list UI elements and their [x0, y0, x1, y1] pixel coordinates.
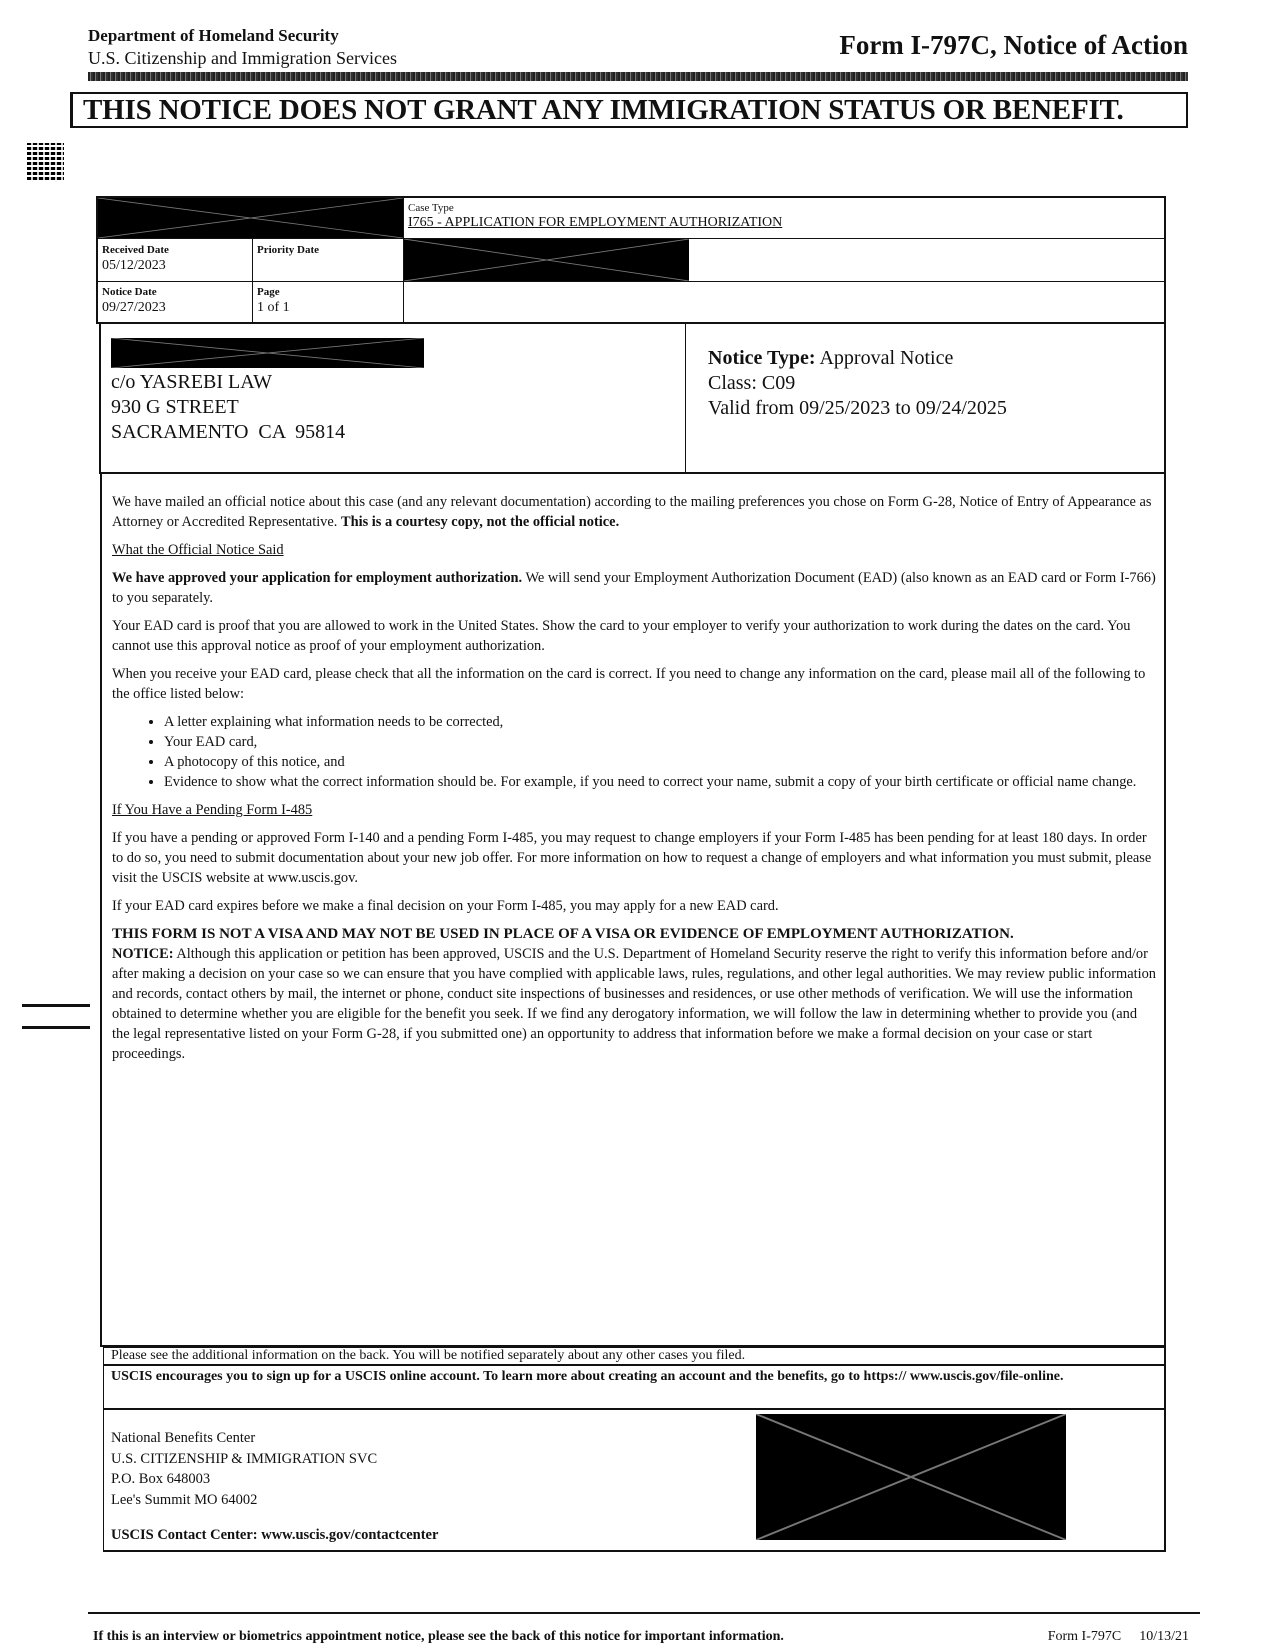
- address-line: 930 G STREET: [111, 396, 239, 418]
- approval-bold-text: We have approved your application for employment authorization.: [112, 570, 523, 586]
- intro-paragraph: [112, 492, 1156, 532]
- status-banner: THIS NOTICE DOES NOT GRANT ANY IMMIGRATION STATUS OR BENEFIT.: [70, 92, 1188, 128]
- proof-paragraph: Your EAD card is proof that you are allowed to work in the United States. Show the card to your employer to verify your authorization to work during the dates on the card. You cannot use this approval notice as proof of your employment authorization.: [112, 618, 1131, 654]
- intro-text: We have mailed an official notice about this case (and any relevant documentation) according to the mailing preferences you chose on Form G-28, Notice of Entry of Appearance as Attorney or Accredited Representative.: [112, 494, 1152, 530]
- margin-mark: [22, 1004, 90, 1007]
- form-title: Form I-797C, Notice of Action: [839, 30, 1188, 60]
- address-section: [99, 322, 1166, 474]
- priority-date-cell: [253, 239, 404, 281]
- address-line: c/o YASREBI LAW: [111, 371, 272, 393]
- header-divider: [88, 72, 1188, 81]
- notice-date-cell: [98, 282, 253, 322]
- office-line: National Benefits Center: [111, 1430, 256, 1446]
- validity-period: Valid from 09/25/2023 to 09/24/2025: [708, 397, 1007, 419]
- office-section: [103, 1410, 1166, 1552]
- mailing-address: [101, 322, 686, 472]
- online-account-note: USCIS encourages you to sign up for a USCIS online account. To learn more about creating an account and the benefits, go to https:// www.uscis.gov/file-online.: [103, 1366, 1166, 1410]
- redacted-barcode: [756, 1414, 1066, 1540]
- notice-class: Class: C09: [708, 372, 796, 394]
- section-heading-pending-i485: If You Have a Pending Form I-485: [112, 802, 313, 818]
- department-name: Department of Homeland Security: [88, 26, 339, 45]
- margin-mark: [22, 1026, 90, 1029]
- page-cell: [253, 282, 404, 322]
- approval-paragraph: [112, 568, 1156, 608]
- notice-label: NOTICE:: [112, 946, 174, 962]
- required-items-list: [112, 712, 1156, 792]
- pending-paragraph: If you have a pending or approved Form I-140 and a pending Form I-485, you may request to change employers if your Form I-485 has been pending for at least 180 days. In order to do so, you need to submit documentation about your new job offer. For more information on how to request a change of employers and what information you must submit, please visit the USCIS website at www.uscis.gov.: [112, 830, 1152, 886]
- section-heading-official-notice: What the Official Notice Said: [112, 542, 284, 558]
- expires-paragraph: If your EAD card expires before we make a final decision on your Form I-485, you may apply for a new EAD card.: [112, 898, 779, 914]
- office-line: U.S. CITIZENSHIP & IMMIGRATION SVC: [111, 1450, 378, 1467]
- notice-date-label: Notice Date: [102, 286, 157, 298]
- notice-text: Although this application or petition has been approved, USCIS and the U.S. Department of Homeland Security reserve the right to verify this information before and/or after making a decision on your case so we can ensure that you have complied with applicable laws, rules, regulations, and other legal authorities. We may review public information and records, contact others by mail, the internet or phone, conduct site inspections of businesses and residences, or use other methods of verification. We will use the information obtained to determine whether you are eligible for the benefit you seek. If we find any derogatory information, we will follow the law in determining whether to provide you (and the legal representative listed on your Form G-28, if you submitted one) an opportunity to address that information before we make a formal decision on your case or start proceedings.: [112, 946, 1156, 1062]
- not-visa-warning: THIS FORM IS NOT A VISA AND MAY NOT BE USED IN PLACE OF A VISA OR EVIDENCE OF EMPLOYMENT AUTHORIZATION.: [112, 926, 1014, 942]
- page-label: Page: [257, 286, 280, 298]
- list-item: • A photocopy of this notice, and: [164, 752, 1156, 772]
- address-line: SACRAMENTO CA 95814: [111, 421, 346, 443]
- case-info-table: [96, 196, 1166, 324]
- received-date-label: Received Date: [102, 244, 169, 256]
- redacted-name: [111, 338, 424, 368]
- additional-info-note: Please see the additional information on the back. You will be notified separately about any other cases you filed.: [103, 1346, 1166, 1366]
- list-item: • A letter explaining what information needs to be corrected,: [164, 712, 1156, 732]
- verification-notice: [112, 944, 1156, 1064]
- approval-text: We will send your Employment Authorization Document (EAD) (also known as an EAD card or Form I-766) to you separately.: [112, 570, 1156, 606]
- notice-details: [686, 322, 1007, 472]
- priority-date-label: Priority Date: [257, 244, 319, 256]
- notice-date-value: 09/27/2023: [102, 300, 166, 315]
- case-type-value: I765 - APPLICATION FOR EMPLOYMENT AUTHORIZATION: [408, 215, 783, 230]
- office-line: P.O. Box 648003: [111, 1471, 211, 1487]
- office-address: [111, 1428, 377, 1510]
- notice-type: [708, 346, 1007, 371]
- notice-type-value: Approval Notice: [815, 347, 954, 369]
- list-item: • Your EAD card,: [164, 732, 1156, 752]
- footer-form-id: Form I-797C: [1047, 1629, 1122, 1644]
- office-line: Lee's Summit MO 64002: [111, 1491, 258, 1508]
- page-value: 1 of 1: [257, 300, 290, 315]
- redacted-beneficiary: [404, 239, 689, 281]
- case-type-label: Case Type: [408, 202, 454, 214]
- received-date-value: 05/12/2023: [102, 258, 166, 273]
- beneficiary-cell: [404, 239, 1164, 281]
- empty-cell: [404, 282, 1164, 322]
- receive-paragraph: When you receive your EAD card, please check that all the information on the card is correct. If you need to change any information on the card, please mail all of the following to the office listed below:: [112, 666, 1146, 702]
- notice-body: [100, 474, 1166, 1347]
- footer-form-date: 10/13/21: [1139, 1629, 1189, 1644]
- case-type-cell: [404, 198, 1164, 238]
- received-date-cell: [98, 239, 253, 281]
- barcode-icon: [27, 143, 64, 180]
- notice-type-label: Notice Type:: [708, 347, 816, 369]
- footer-divider: [88, 1612, 1200, 1614]
- footer-note: If this is an interview or biometrics appointment notice, please see the back of this notice for important information.: [93, 1629, 784, 1644]
- contact-center: USCIS Contact Center: www.uscis.gov/contactcenter: [111, 1527, 439, 1543]
- list-item: • Evidence to show what the correct information should be. For example, if you need to correct your name, submit a copy of your birth certificate or official name change.: [164, 772, 1156, 792]
- footer-form-info: [1048, 1629, 1189, 1645]
- intro-bold-text: This is a courtesy copy, not the official notice.: [340, 514, 620, 530]
- agency-name: U.S. Citizenship and Immigration Services: [88, 48, 397, 68]
- redacted-receipt-number: [98, 198, 404, 238]
